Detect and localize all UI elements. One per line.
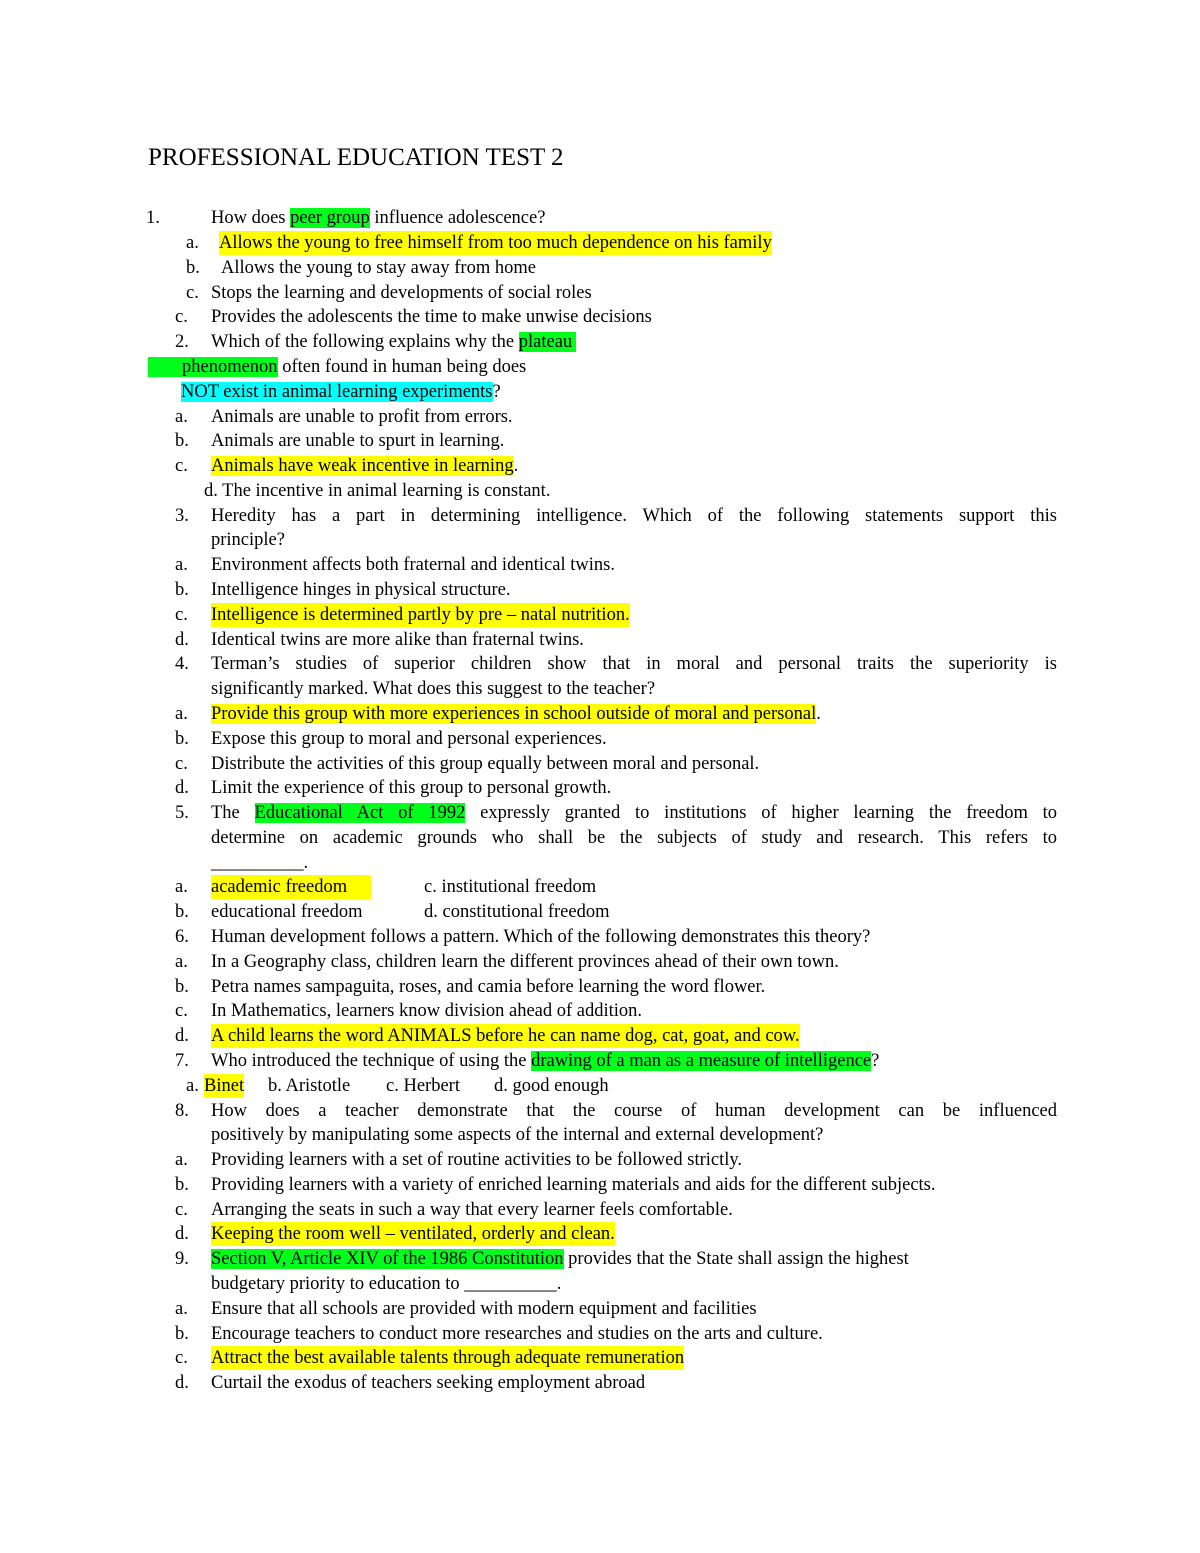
option-text: academic freedom <box>211 875 371 899</box>
option-text: b. Aristotle <box>268 1076 351 1096</box>
question-text: Heredity has a part in determining intelligence. Which of the following statements support this <box>211 506 1057 526</box>
page-title: PROFESSIONAL EDUCATION TEST 2 <box>148 144 564 171</box>
question-text: positively by manipulating some aspects of the internal and external development? <box>211 1125 824 1145</box>
option-text: A child learns the word ANIMALS before he can name dog, cat, goat, and cow. <box>211 1026 800 1046</box>
option-letter: c. <box>175 1001 188 1021</box>
question-text: principle? <box>211 530 285 550</box>
option-text: In Mathematics, learners know division ahead of addition. <box>211 1001 643 1021</box>
highlight: Provide this group with more experiences in school outside of moral and personal <box>211 704 817 724</box>
option-text: Distribute the activities of this group equally between moral and personal. <box>211 754 760 774</box>
question-number: 3. <box>175 506 189 526</box>
option-letter: a. <box>175 1150 188 1170</box>
option-letter: a. <box>175 952 188 972</box>
blank-line: __________. <box>211 853 309 873</box>
option-text: Attract the best available talents through adequate remuneration <box>211 1348 685 1368</box>
highlight: Animals have weak incentive in learning <box>211 456 514 476</box>
option-letter: d. <box>175 1224 189 1244</box>
option-text: d. constitutional freedom <box>424 902 610 922</box>
option-letter: c. <box>175 1200 188 1220</box>
option-letter: b. <box>175 729 189 749</box>
option-letter: a. <box>175 407 188 427</box>
option-letter: a. <box>175 1299 188 1319</box>
question-number: 7. <box>175 1051 189 1071</box>
question-number: 5. <box>175 803 189 823</box>
option-text: In a Geography class, children learn the different provinces ahead of their own town. <box>211 952 839 972</box>
highlight: phenomenon <box>148 357 278 377</box>
question-text: Section V, Article XIV of the 1986 Constitution provides that the State shall assign the highest <box>211 1249 909 1269</box>
option-letter: c. <box>186 283 199 303</box>
option-letter: a. <box>186 1076 199 1096</box>
option-text: Animals have weak incentive in learning. <box>211 456 519 476</box>
question-text: determine on academic grounds who shall be the subjects of study and research. This refers to <box>211 828 1057 848</box>
highlight: plateau <box>519 332 576 352</box>
option-text: Ensure that all schools are provided with modern equipment and facilities <box>211 1299 757 1319</box>
option-letter: a. <box>186 233 199 253</box>
option-letter: b. <box>175 977 189 997</box>
option-letter: a. <box>175 877 188 897</box>
option-text: Keeping the room well – ventilated, orderly and clean. <box>211 1224 615 1244</box>
option-letter: c. <box>175 307 188 327</box>
option-text: Providing learners with a variety of enriched learning materials and aids for the different subjects. <box>211 1175 936 1195</box>
option-letter: d. <box>175 630 189 650</box>
highlight: Section V, Article XIV of the 1986 Constitution <box>211 1249 564 1269</box>
option-letter: c. <box>175 754 188 774</box>
option-text: Animals are unable to spurt in learning. <box>211 431 505 451</box>
question-text: How does a teacher demonstrate that the course of human development can be influenced <box>211 1101 1057 1121</box>
option-text: Arranging the seats in such a way that every learner feels comfortable. <box>211 1200 733 1220</box>
option-text: Providing learners with a set of routine activities to be followed strictly. <box>211 1150 743 1170</box>
option-text: Provides the adolescents the time to make unwise decisions <box>211 307 652 327</box>
option-text: Curtail the exodus of teachers seeking employment abroad <box>211 1373 646 1393</box>
option-text: d. good enough <box>494 1076 609 1096</box>
option-letter: d. <box>175 1026 189 1046</box>
option-text: c. institutional freedom <box>424 877 597 897</box>
question-number: 4. <box>175 654 189 674</box>
option-letter: d. <box>175 778 189 798</box>
highlight: NOT exist in animal learning experiments <box>181 382 493 402</box>
option-letter: c. <box>175 1348 188 1368</box>
question-number: 6. <box>175 927 189 947</box>
option-text: Allows the young to stay away from home <box>221 258 536 278</box>
option-letter: b. <box>186 258 200 278</box>
option-text: Expose this group to moral and personal experiences. <box>211 729 607 749</box>
option-text: Intelligence is determined partly by pre – natal nutrition. <box>211 605 630 625</box>
question-text: budgetary priority to education to __________. <box>211 1274 562 1294</box>
question-number: 2. <box>175 332 189 352</box>
question-text: How does peer group influence adolescence? <box>211 208 546 228</box>
option-text: Binet <box>204 1076 245 1096</box>
question-text: Human development follows a pattern. Which of the following demonstrates this theory? <box>211 927 871 947</box>
option-text: Stops the learning and developments of social roles <box>211 283 592 303</box>
question-text: Who introduced the technique of using the drawing of a man as a measure of intelligence? <box>211 1051 880 1071</box>
option-letter: b. <box>175 1175 189 1195</box>
option-letter: c. <box>175 605 188 625</box>
option-text: Encourage teachers to conduct more researches and studies on the arts and culture. <box>211 1324 823 1344</box>
question-number: 9. <box>175 1249 189 1269</box>
option-text: Animals are unable to profit from errors. <box>211 407 513 427</box>
option-text: Limit the experience of this group to personal growth. <box>211 778 612 798</box>
option-text: educational freedom <box>211 902 363 922</box>
question-text: significantly marked. What does this suggest to the teacher? <box>211 679 656 699</box>
option-letter: b. <box>175 431 189 451</box>
option-letter: b. <box>175 902 189 922</box>
highlight: peer group <box>290 208 370 228</box>
option-text: Provide this group with more experiences in school outside of moral and personal. <box>211 704 821 724</box>
option-letter: c. <box>175 456 188 476</box>
option-text: Identical twins are more alike than fraternal twins. <box>211 630 584 650</box>
option-letter: b. <box>175 580 189 600</box>
question-text: Terman’s studies of superior children show that in moral and personal traits the superiority is <box>211 654 1057 674</box>
question-text: phenomenon often found in human being does <box>148 355 526 379</box>
option-letter: a. <box>175 704 188 724</box>
highlight: Educational Act of 1992 <box>254 803 466 823</box>
option-letter: a. <box>175 555 188 575</box>
question-number: 8. <box>175 1101 189 1121</box>
question-number: 1. <box>146 208 160 228</box>
highlight: drawing of a man as a measure of intelligence <box>531 1051 872 1071</box>
option-text: Environment affects both fraternal and identical twins. <box>211 555 615 575</box>
question-text: NOT exist in animal learning experiments? <box>181 382 501 402</box>
option-letter: d. <box>175 1373 189 1393</box>
option-letter: b. <box>175 1324 189 1344</box>
option-text: c. Herbert <box>386 1076 460 1096</box>
option-text: Petra names sampaguita, roses, and camia before learning the word flower. <box>211 977 766 997</box>
option-text: Allows the young to free himself from too much dependence on his family <box>219 233 772 253</box>
option-text: Intelligence hinges in physical structure. <box>211 580 511 600</box>
option-text: d. The incentive in animal learning is constant. <box>204 481 551 501</box>
question-text: The Educational Act of 1992 expressly granted to institutions of higher learning the freedom to <box>211 803 1057 823</box>
question-text: Which of the following explains why the plateau <box>211 330 576 354</box>
